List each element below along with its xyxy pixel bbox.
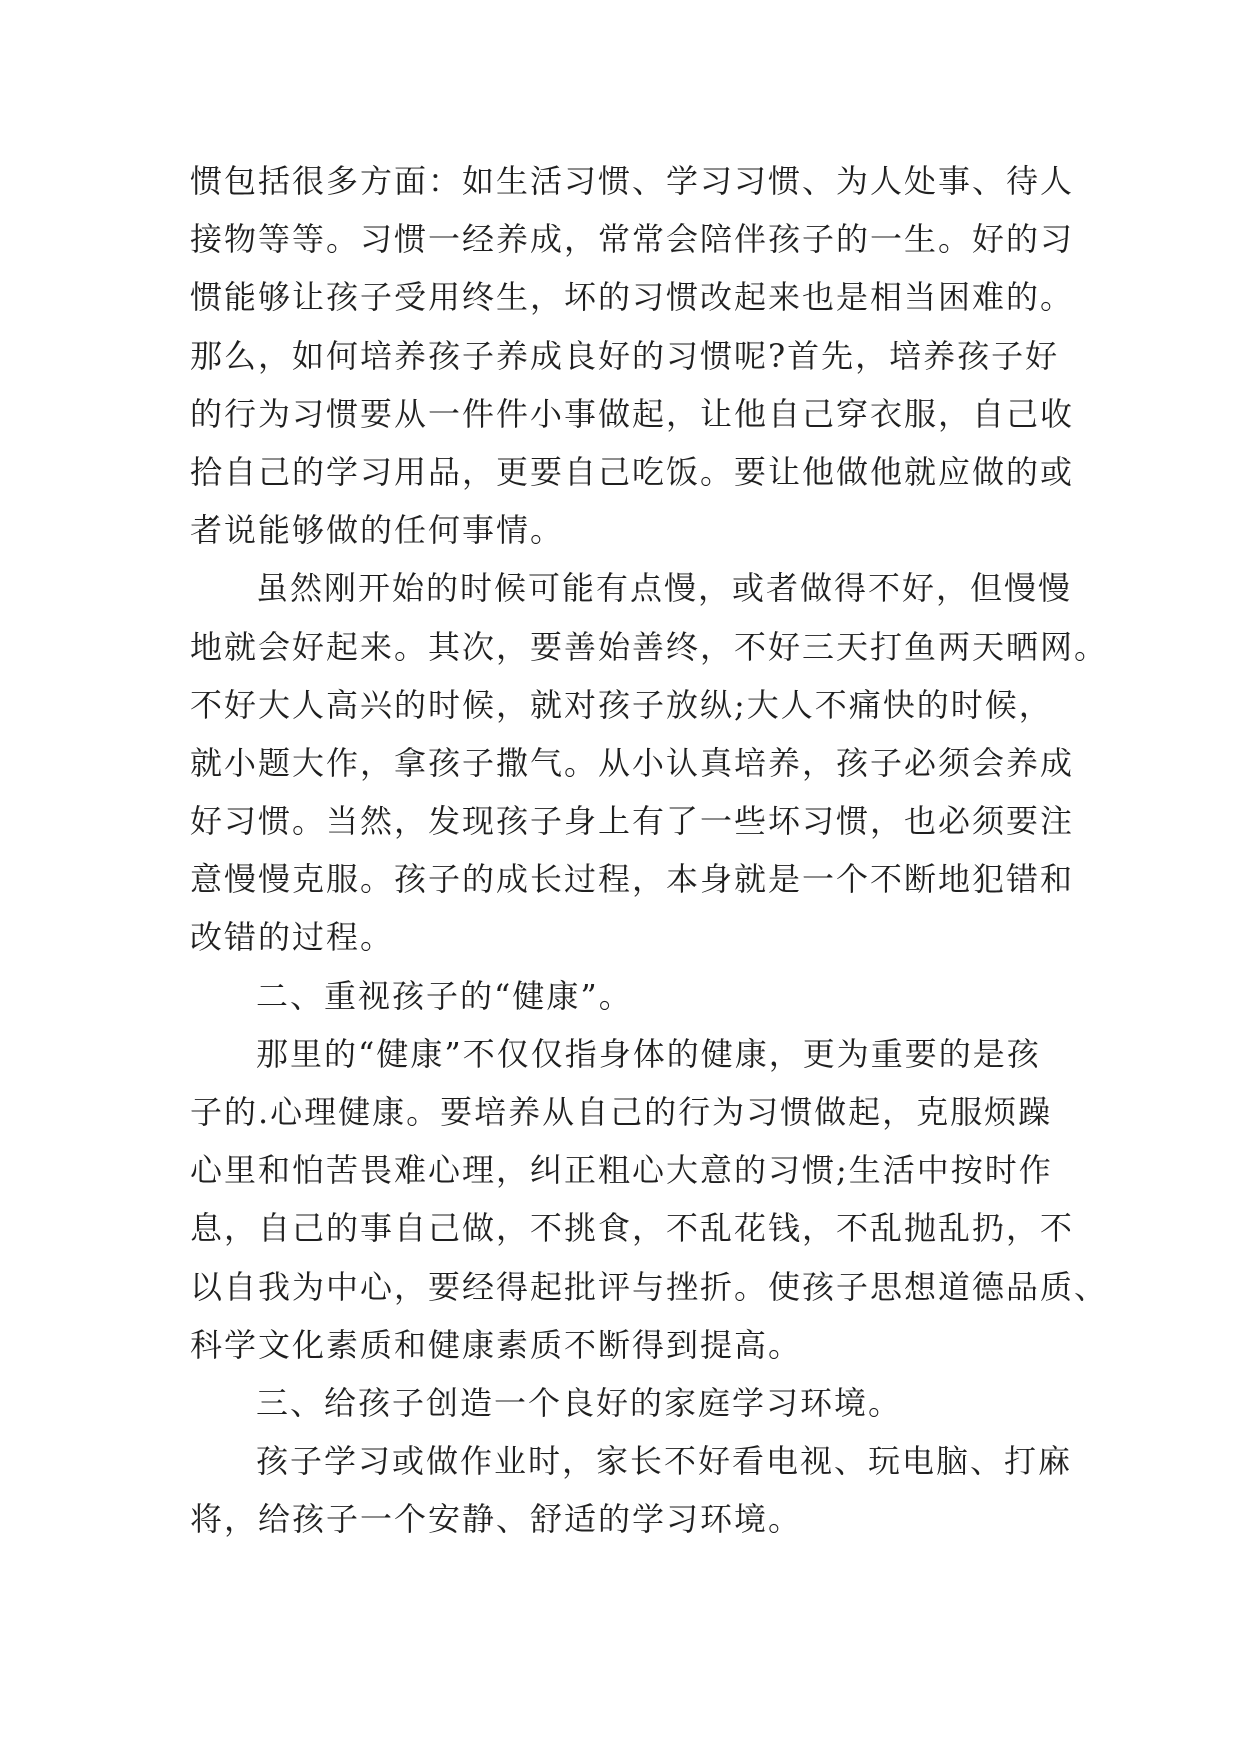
paragraph-start-line: 虽然刚开始的时候可能有点慢，或者做得不好，但慢慢 — [256, 569, 1073, 608]
text-line: 接物等等。习惯一经养成，常常会陪伴孩子的一生。好的习 — [190, 220, 1075, 259]
text-line: 心里和怕苦畏难心理，纠正粗心大意的习惯;生活中按时作 — [190, 1151, 1053, 1190]
text-line: 子的.心理健康。要培养从自己的行为习惯做起，克服烦躁 — [190, 1093, 1053, 1131]
text-line: 好习惯。当然，发现孩子身上有了一些坏习惯，也必须要注 — [190, 802, 1075, 841]
document-body — [190, 152, 1109, 1549]
text-line: 息，自己的事自己做，不挑食，不乱花钱，不乱抛乱扔，不 — [190, 1209, 1075, 1248]
text-line: 者说能够做的任何事情。 — [190, 511, 565, 550]
section-heading: 二、重视孩子的“健康”。 — [256, 976, 633, 1015]
text-line: 意慢慢克服。孩子的成长过程，本身就是一个不断地犯错和 — [190, 860, 1075, 899]
section-heading: 三、给孩子创造一个良好的家庭学习环境。 — [256, 1383, 903, 1422]
text-line: 就小题大作，拿孩子撒气。从小认真培养，孩子必须会养成 — [190, 743, 1075, 782]
paragraph-start-line: 孩子学习或做作业时，家长不好看电视、玩电脑、打麻 — [256, 1442, 1073, 1481]
text-line: 拾自己的学习用品，更要自己吃饭。要让他做他就应做的或 — [190, 452, 1075, 491]
text-line: 将，给孩子一个安静、舒适的学习环境。 — [190, 1500, 803, 1539]
text-line: 改错的过程。 — [190, 918, 395, 957]
text-line: 那么，如何培养孩子养成良好的习惯呢?首先，培养孩子好 — [190, 336, 1060, 375]
text-line: 以自我为中心，要经得起批评与挫折。使孩子思想道德品质、 — [190, 1267, 1109, 1306]
text-line: 地就会好起来。其次，要善始善终，不好三天打鱼两天晒网。 — [190, 627, 1109, 666]
text-line: 科学文化素质和健康素质不断得到提高。 — [190, 1325, 803, 1364]
text-line: 惯能够让孩子受用终生，坏的习惯改起来也是相当困难的。 — [190, 278, 1075, 317]
text-line: 不好大人高兴的时候，就对孩子放纵;大人不痛快的时候， — [190, 685, 1053, 724]
text-line: 的行为习惯要从一件件小事做起，让他自己穿衣服，自己收 — [190, 394, 1075, 433]
text-line: 惯包括很多方面：如生活习惯、学习习惯、为人处事、待人 — [190, 162, 1075, 200]
paragraph-start-line: 那里的“健康”不仅仅指身体的健康，更为重要的是孩 — [256, 1034, 1041, 1073]
